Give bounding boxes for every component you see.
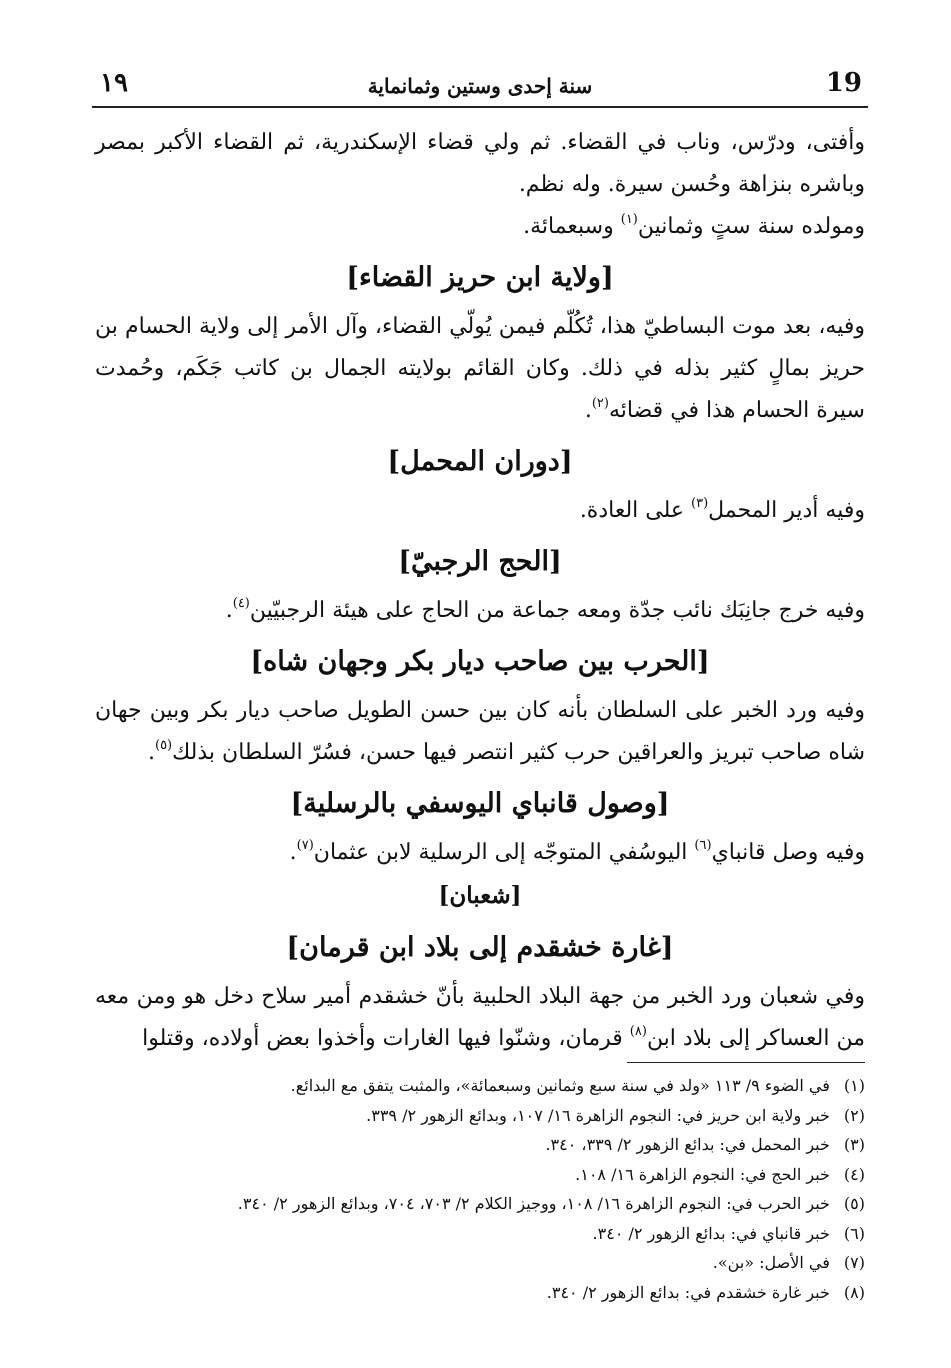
footnote-ref-3[interactable]: (٣) [691,496,709,511]
paragraph-1: وأفتى، ودرّس، وناب في القضاء. ثم ولي قضاء الإسكندرية، ثم القضاء الأكبر بمصر وباشره بنزاهة وحُسن سيرة. وله نظم. [95,130,865,197]
footnote-5: (٥) خبر الحرب في: النجوم الزاهرة ١٦/ ١٠٨، ووجيز الكلام ٢/ ٧٠٣، ٧٠٤، وبدائع الزهور ٢/ ٣٤٠. [237,1194,865,1213]
footnote-1: (١) في الضوء ٩/ ١١٣ «ولد في سنة سبع وثمانين وسبعمائة»، والمثبت يتفق مع البدائع. [290,1076,865,1095]
footnotes [95,1062,865,1307]
footnote-ref-6[interactable]: (٦) [694,838,712,853]
section-heading-mahmal: [دوران المحمل] [387,446,573,477]
footnote-8: (٨) خبر غارة خشقدم في: بدائع الزهور ٢/ ٣٤٠. [546,1282,865,1302]
footnote-ref-2[interactable]: (٢) [591,396,609,411]
footnote-ref-4[interactable]: (٤) [232,596,250,611]
page-number-latin: 19 [825,68,862,98]
footnote-ref-1[interactable]: (١) [620,212,638,227]
running-title: سنة إحدى وستين وثمانماية [367,74,593,98]
footnote-3: (٣) خبر المحمل في: بدائع الزهور ٢/ ٣٣٩، ٣٤٠. [545,1135,865,1154]
month-heading-shaban: [شعبان] [438,882,522,909]
page-number-arabic: ١٩ [100,68,128,98]
page-header [92,66,868,108]
section-heading-raid: [غارة خشقدم إلى بلاد ابن قرمان] [286,932,674,963]
footnote-6: (٦) خبر قانباي في: بدائع الزهور ٢/ ٣٤٠. [592,1223,865,1243]
section-heading-ibn-hariz: [ولاية ابن حريز القضاء] [346,262,614,293]
paragraph-3: وفيه، بعد موت البساطيّ هذا، تُكُلّم فيمن يُولّي القضاء، وآل الأمر إلى ولاية الحسام بن حريز بمالٍ كثير بذله في ذلك. وكان القائم بولايته الجمال بن كاتب جَكَم، وحُمدت سيرة الحسام هذا في قضائه$^{(٢)}$. [95,314,865,423]
paragraph-5: وفيه خرج جانِبَك نائب جدّة ومعه جماعة من الحاج على هيئة الرجبيّين$^{(٤)}$. [225,596,865,623]
footnote-4: (٤) خبر الحج في: النجوم الزاهرة ١٦/ ١٠٨. [575,1164,865,1184]
footnote-ref-7[interactable]: (٧) [296,838,314,853]
paragraph-7: وفيه وصل قانباي$^{(٦)}$ اليوسُفي المتوجّه إلى الرسلية لابن عثمان$^{(٧)}$. [289,838,865,865]
footnote-7: (٧) في الأصل: «بن». [712,1253,865,1272]
main-text [95,122,865,1060]
footnote-ref-5[interactable]: (٥) [154,738,173,753]
section-heading-qanbay: [وصول قانباي اليوسفي بالرسلية] [290,788,670,819]
paragraph-4: وفيه أدير المحمل$^{(٣)}$ على العادة. [579,496,865,523]
footnote-2: (٢) خبر ولاية ابن حريز في: النجوم الزاهرة ١٦/ ١٠٧، وبدائع الزهور ٢/ ٣٣٩. [366,1105,865,1125]
paragraph-2: ومولده سنة ستٍ وثمانين$^{(١)}$ وسبعمائة. [523,212,865,239]
section-heading-hajj: [الحج الرجبيّ] [398,546,562,577]
footnote-ref-8[interactable]: (٨) [629,1024,647,1039]
section-heading-war: [الحرب بين صاحب ديار بكر وجهان شاه] [250,646,710,677]
paragraph-8: وفي شعبان ورد الخبر من جهة البلاد الحلبية بأنّ خشقدم أمير سلاح دخل هو ومن معه من العساكر إلى بلاد ابن$^{(٨)}$ قرمان، وشنّوا فيها الغارات وأخذوا بعض أولاده، وقتلوا [95,984,865,1051]
paragraph-6: وفيه ورد الخبر على السلطان بأنه كان بين حسن الطويل صاحب ديار بكر وبين جهان شاه صاحب تبريز والعراقين حرب كثير انتصر فيها حسن، فسُرّ السلطان بذلك$^{(٥)}$. [95,698,865,765]
footnote-divider [627,1062,865,1063]
